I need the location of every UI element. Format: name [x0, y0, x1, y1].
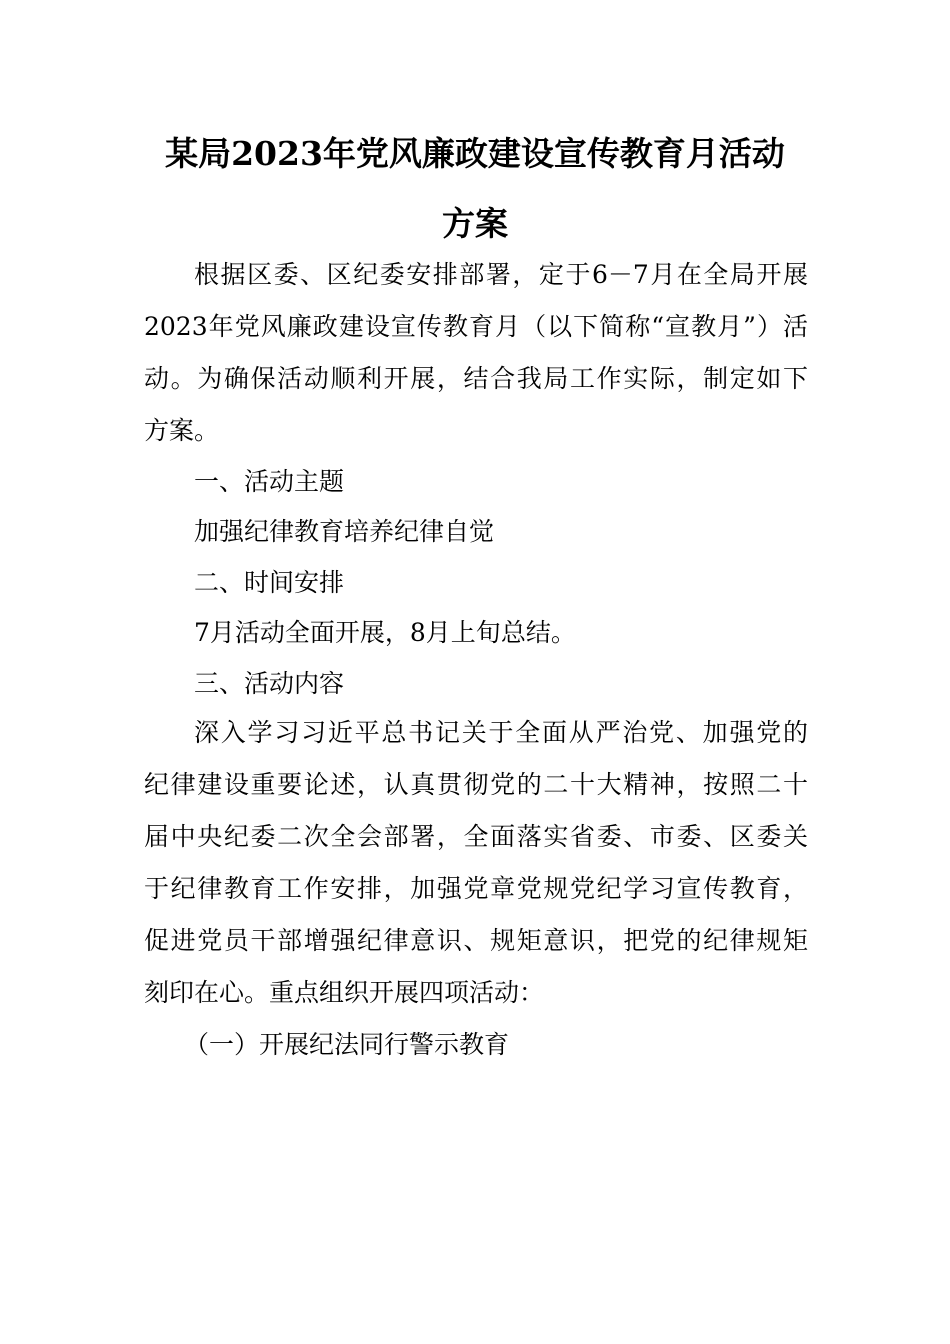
section-3-line-4: 于纪律教育工作安排，加强党章党规党纪学习宣传教育，	[144, 874, 808, 903]
document-title-line-1: 某局2023年党风廉政建设宣传教育月活动	[165, 134, 785, 173]
intro-line-4: 方案。	[144, 416, 220, 445]
section-2-heading: 二、时间安排	[194, 568, 345, 597]
section-3-line-2: 纪律建设重要论述，认真贯彻党的二十大精神，按照二十	[144, 770, 808, 799]
section-3-line-3: 届中央纪委二次全会部署，全面落实省委、市委、区委关	[144, 822, 808, 851]
section-3-heading: 三、活动内容	[194, 669, 345, 698]
intro-line-1: 根据区委、区纪委安排部署，定于6－7月在全局开展	[194, 260, 808, 289]
section-1-body: 加强纪律教育培养纪律自觉	[194, 517, 495, 546]
section-3-line-5: 促进党员干部增强纪律意识、规矩意识，把党的纪律规矩	[144, 926, 808, 955]
section-2-body: 7月活动全面开展，8月上旬总结。	[194, 618, 576, 647]
document-title-line-2: 方案	[442, 204, 508, 243]
intro-line-3: 动。为确保活动顺利开展，结合我局工作实际，制定如下	[144, 364, 808, 393]
section-3-line-6: 刻印在心。重点组织开展四项活动：	[144, 978, 545, 1007]
intro-line-2: 2023年党风廉政建设宣传教育月（以下简称“宣教月”）活	[144, 312, 808, 341]
section-1-heading: 一、活动主题	[194, 467, 345, 496]
subsection-1-heading: （一）开展纪法同行警示教育	[184, 1030, 510, 1059]
section-3-line-1: 深入学习习近平总书记关于全面从严治党、加强党的	[194, 718, 808, 747]
